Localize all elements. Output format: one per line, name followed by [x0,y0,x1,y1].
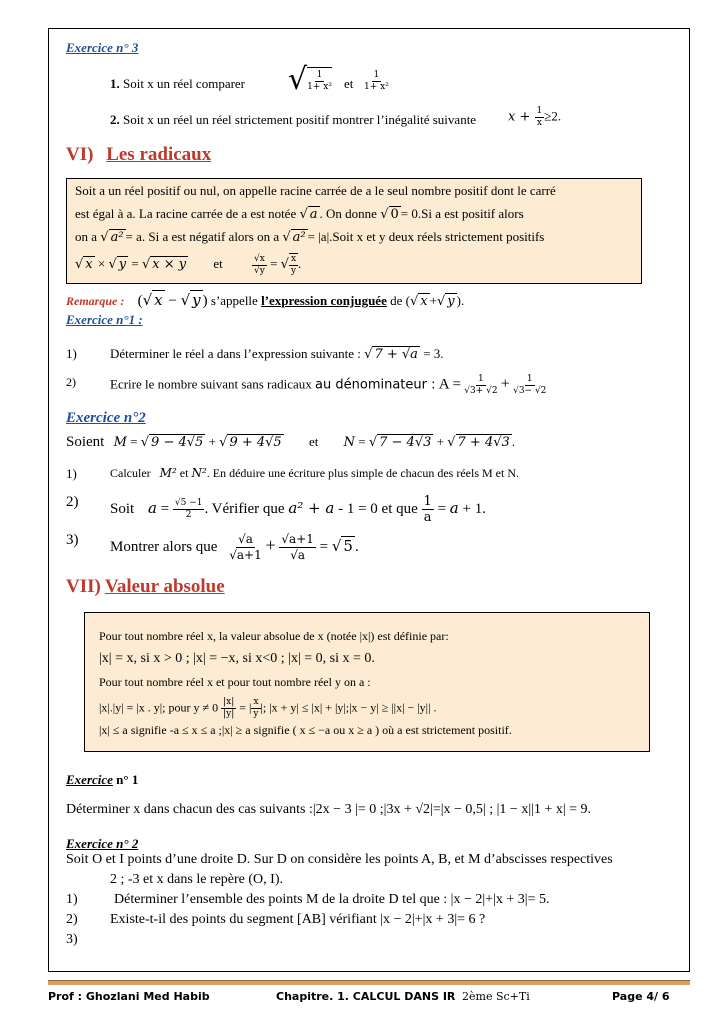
ex3-sqrt-frac: √ $\frac{1}{\text{1+ x²}}$ [288,62,332,97]
def6-line1: Soit a un réel positif ou nul, on appelle racine carrée de a le seul nombre positif dont le carré [75,183,556,198]
ex1a-i2: 2) [66,375,76,389]
ex2a-et: et [308,434,319,449]
ex2b-title: Exercice n° 2 [66,836,139,851]
remarque-de: de [390,293,403,308]
remarque-bold: l’expression conjuguée [261,293,387,308]
ex2a-item3: 3) Montrer alors que $\frac{√a}{√a+1}$ + $\frac{√a+1}{√a}$ = √ 5 . [66,532,359,562]
section-vii-heading [66,576,225,598]
ex3-q1-num: 1. [110,76,120,91]
def6-line2a: est égal à a. La racine carrée de a est notée [75,206,297,221]
footer-level: 2ème Sc+Ti [462,990,530,1003]
ex2a-item2: 2) Soit a = $\frac{√5 -1}{2}$ . Vérifier que a² + a - 1 = 0 et que $\frac{1}{a}$ = a + 1. [66,494,486,525]
def7-line2: |x| = x, si x > 0 ; |x| = −x, si x<0 ; |x| = 0, si x = 0. [99,651,375,666]
def6-line3a: on a [75,229,98,244]
footer-prof: Prof : Ghozlani Med Habib [48,990,210,1003]
section-vii-roman: VII) [66,576,101,597]
def7-line3: Pour tout nombre réel x et pour tout nombre réel y on a : [99,675,371,689]
remarque-label: Remarque : [66,294,125,308]
ex2b-item1: 1) Déterminer l’ensemble des points M de la droite D tel que : |x − 2|+|x + 3|= 5. [66,892,550,907]
ex3-q2-num: 2. [110,112,120,127]
ex2a-item1: 1) Calculer M² et N². En déduire une écriture plus simple de chacun des réels M et N. [66,466,519,481]
remarque: Remarque : (√ x − √ y ) s’appelle l’expression conjuguée de (√ x +√ y ). [66,291,465,309]
ex2b-line2: 2 ; -3 et x dans le repère (O, I). [110,872,283,887]
ex1b-text: Déterminer x dans chacun des cas suivants :|2x − 3 |= 0 ;|3x + √2|=|x − 0,5| ; |1 − x||1 + x| = 9. [66,802,592,817]
def7-line5: |x| ≤ a signifie -a ≤ x ≤ a ;|x| ≥ a signifie ( x ≤ −a ou x ≥ a ) où a est strictement positif. [99,723,512,737]
def6-line3c: = |a|.Soit x et y deux réels strictement positifs [307,229,545,244]
ex1a-t1: Déterminer le réel a dans l’expression suivante : √ 7 + √a = 3. [110,346,444,362]
def7-line1: Pour tout nombre réel x, la valeur absolue de x (notée |x|) est définie par: [99,629,449,643]
section-vi-roman: VI) [66,144,94,165]
def6-line2c: = 0.Si a est positif alors [400,206,524,221]
ex3-ineq: x + $\frac{1}{x}$ ≥2. [508,106,562,128]
ex1a-title: Exercice n°1 : [66,312,143,327]
ex3-q2 [110,112,476,128]
radicals-definition-box [66,178,642,284]
section-vii-title: Valeur absolue [104,576,225,597]
absolute-value-definition-box [84,612,650,752]
ex3-q2-text: Soit x un réel un réel strictement positif montrer l’inégalité suivante [123,112,477,127]
def6-line4: √ x × √ y = √ x × y et $\frac{√x}{√y}$ = √ $\frac{x}{y}$ . [75,253,302,276]
ex1a-item2 [66,374,547,396]
remarque-text: s’appelle [210,293,258,308]
section-vi-heading [66,144,211,166]
def7-line4: |x|.|y| = |x . y|; pour y ≠ 0 $\frac{|x|}{|y|}$ = | $\frac{x}{y}$ |; |x + y| ≤ |x| + |y|;|x − y| ≥ ||x| − |y|| . [99,697,437,719]
ex2a-def: Soient M = √ 9 − 4√5 + √ 9 + 4√5 et N = √ 7 − 4√3 + √ 7 + 4√3 . [66,434,516,450]
ex3-q1-text: Soit x un réel comparer [123,76,246,91]
def6-line3b: = a. Si a est négatif alors on a [125,229,280,244]
footer-chapter: Chapitre. 1. CALCUL DANS IR [276,990,456,1003]
ex2b-line1: Soit O et I points d’une droite D. Sur D on considère les points A, B, et M d’abscisses respectives [66,852,613,867]
ex2b-item2: 2) Existe-t-il des points du segment [AB] vérifiant |x − 2|+|x + 3|= 6 ? [66,912,486,927]
def6-line2b: . On donne [319,206,377,221]
ex1a-item1 [66,346,444,362]
ex3-frac: $\frac{1}{\text{1+ x²}}$ [364,70,389,92]
ex2b-item3: 3) [66,932,78,947]
footer-page: Page 4/ 6 [612,990,670,1003]
def6-line3: on a √ a² = a. Si a est négatif alors on a √ a² = |a|.Soit x et y deux réels strictement positifs [75,229,545,245]
ex3-and: et [344,76,354,91]
def6-line2: est égal à a. La racine carrée de a est notée √ a . On donne √ 0 = 0.Si a est positif alors [75,206,524,222]
ex3-title: Exercice n° 3 [66,40,139,55]
ex2a-soient: Soient [66,434,105,450]
ex2a-title: Exercice n°2 [66,410,146,426]
ex1a-i1: 1) [66,346,77,361]
ex1a-t2: Ecrire le nombre suivant sans radicaux au dénominateur : A = $\frac{1}{√3+ √2}$ + $\frac{1}{√3- √2}$ [110,374,547,396]
def6-line4-et: et [213,255,223,271]
section-vi-title: Les radicaux [106,144,212,165]
ex1b-title: Exercice n° 1 [66,772,139,787]
ex3-ineq-text: ≥2. [544,108,562,124]
ex3-q1 [110,76,245,92]
footer-bar [48,980,690,985]
